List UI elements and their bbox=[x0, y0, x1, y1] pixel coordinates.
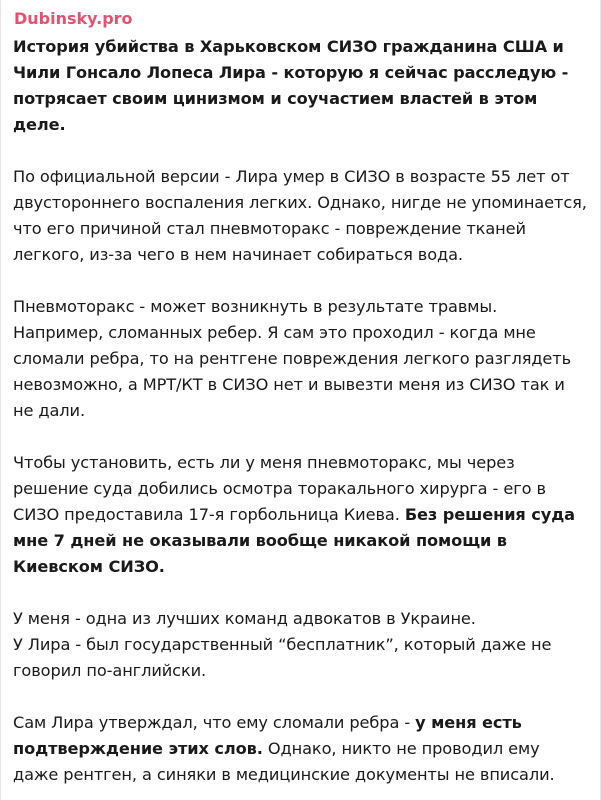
paragraph-4 bbox=[13, 450, 588, 580]
paragraph-3 bbox=[13, 294, 588, 424]
paragraph-6 bbox=[13, 710, 588, 788]
paragraph-2 bbox=[13, 164, 588, 268]
paragraph-6-text-after: Однако, никто не проводил ему даже рентген, а синяки в медицинские документы не вписали. bbox=[13, 739, 555, 784]
paragraph-5 bbox=[13, 606, 588, 684]
paragraph-5-line-1: У меня - одна из лучших команд адвокатов в Украине. bbox=[13, 609, 476, 628]
post-text bbox=[13, 34, 588, 788]
paragraph-6-text-before: Сам Лира утверждал, что ему сломали ребра - bbox=[13, 713, 416, 732]
paragraph-3-text: Пневмоторакс - может возникнуть в результате травмы. Например, сломанных ребер. Я сам это проходил - когда мне сломали ребра, то на рентгене повреждения легкого разглядеть невозможно, а МРТ/КТ в СИЗО нет и вывезти меня из СИЗО так и не дали. bbox=[13, 297, 572, 420]
paragraph-4-text: Чтобы установить, есть ли у меня пневмоторакс, мы через решение суда добились осмотра торакального хирурга - его в СИЗО предоставила 17-я горбольница Киева. bbox=[13, 453, 546, 524]
paragraph-4-bold: Без решения суда мне 7 дней не оказывали вообще никакой помощи в Киевском СИЗО. bbox=[13, 505, 576, 576]
paragraph-5-line-2: У Лира - был государственный “бесплатник”, который даже не говорил по-английски. bbox=[13, 635, 552, 680]
paragraph-6-bold: у меня есть подтверждение этих слов. bbox=[13, 713, 522, 758]
paragraph-2-text: По официальной версии - Лира умер в СИЗО в возрасте 55 лет от двустороннего воспаления легких. Однако, нигде не упоминается, что его причиной стал пневмоторакс - повреждение тканей легкого, из-за чего в нем начинает собираться вода. bbox=[13, 167, 587, 264]
paragraph-1 bbox=[13, 34, 588, 138]
headline-text: История убийства в Харьковском СИЗО гражданина США и Чили Гонсало Лопеса Лира - которую я сейчас расследую - потрясает своим цинизмом и соучастием властей в этом деле. bbox=[13, 37, 569, 134]
channel-name[interactable]: Dubinsky.pro bbox=[14, 9, 133, 28]
